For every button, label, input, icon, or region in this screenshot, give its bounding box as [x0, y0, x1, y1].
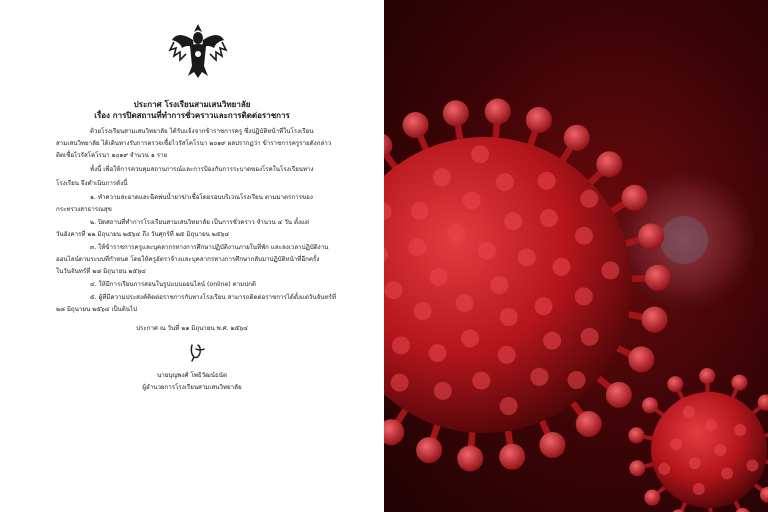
virus-spike-head [457, 445, 483, 471]
virus-surface-bump [414, 302, 432, 320]
virus-surface-bump [693, 483, 705, 495]
virus-spike-head [384, 133, 392, 159]
virus-surface-bump [530, 368, 548, 386]
virus-surface-bump [500, 308, 518, 326]
virus-surface-bump [518, 249, 536, 267]
virus-spike-head [485, 99, 511, 125]
virus-spike-head [499, 444, 525, 470]
virus-surface-bump [734, 424, 746, 436]
virus-surface-bump [385, 281, 403, 299]
virus-surface-bump [683, 406, 695, 418]
virus-surface-bump [391, 374, 409, 392]
virus-surface-bump [408, 238, 426, 256]
handwritten-signature [186, 341, 208, 363]
virus-surface-bump [498, 346, 516, 364]
body-line: ในวันจันทร์ที่ ๒๘ มิถุนายน ๒๕๖๔ [56, 268, 146, 275]
virus-surface-bump [721, 467, 733, 479]
virus-surface-bump [575, 227, 593, 245]
virus-surface-bump [428, 344, 446, 362]
virus-surface-bump [658, 463, 670, 475]
virus-surface-bump [447, 224, 465, 242]
coronavirus-illustration-icon [384, 0, 768, 512]
announcement-date: ประกาศ ณ วันที่ ๒๑ มิถุนายน พ.ศ. ๒๕๖๔ [136, 325, 248, 332]
virus-spike-head [622, 185, 648, 211]
body-line: กระทรวงสาธารณสุข [56, 206, 112, 213]
virus-surface-bump [580, 190, 598, 208]
virus-surface-bump [534, 297, 552, 315]
virus-surface-bump [455, 294, 473, 312]
virus-surface-bump [500, 397, 518, 415]
virus-surface-bump [490, 276, 508, 294]
virus-surface-bump [568, 371, 586, 389]
announcement-title: ประกาศ โรงเรียนสามเสนวิทยาลัย [133, 100, 251, 109]
virus-surface-bump [478, 242, 496, 260]
virus-spike-head [628, 346, 654, 372]
coronavirus-photo [384, 0, 768, 512]
body-line: ๑. ทำความสะอาดและฉีดพ่นน้ำยาฆ่าเชื้อโดยรอบบริเวณโรงเรียน ตามมาตรการของ [90, 194, 313, 201]
virus-surface-bump [575, 287, 593, 305]
virus-spike-head [526, 107, 552, 133]
virus-surface-bump [411, 202, 429, 220]
virus-surface-bump [433, 168, 451, 186]
body-line: ๒๘ มิถุนายน ๒๕๖๔ เป็นต้นไป [56, 306, 138, 313]
announcement-subject: เรื่อง การปิดสถานที่ทำการชั่วคราวและการติดต่อราชการ [94, 111, 290, 120]
virus-surface-bump [540, 209, 558, 227]
virus-spike-head [416, 437, 442, 463]
virus-surface-bump [714, 444, 726, 456]
virus-surface-bump [746, 459, 758, 471]
virus-spike-head [606, 382, 632, 408]
virus-spike-head [629, 460, 645, 476]
virus-surface-bump [538, 172, 556, 190]
virus-spike-head [628, 427, 644, 443]
virus-surface-bump [553, 258, 571, 276]
body-line: ด้วยโรงเรียนสามเสนวิทยาลัย ได้รับแจ้งจากข้าราชการครู ซึ่งปฏิบัติหน้าที่ในโรงเรียน [90, 128, 314, 135]
virus-spike-head [645, 265, 671, 291]
virus-surface-bump [434, 382, 452, 400]
virus-spike-head [699, 368, 715, 384]
virus-surface-bump [581, 328, 599, 346]
body-line: ทั้งนี้ เพื่อให้การควบคุมสถานการณ์และการป้องกันการระบาดของโรคในโรงเรียนทาง [90, 166, 314, 173]
virus-spike-head [731, 375, 747, 391]
virus-spike-head [443, 100, 469, 126]
body-line: วันอังคารที่ ๒๒ มิถุนายน ๒๕๖๔ ถึง วันศุกร์ที่ ๒๕ มิถุนายน ๒๕๖๔ [56, 231, 230, 238]
virus-spike-head [667, 376, 683, 392]
virus-surface-bump [504, 212, 522, 230]
virus-spike-head [644, 490, 660, 506]
virus-surface-bump [689, 457, 701, 469]
garuda-emblem-icon [168, 20, 228, 82]
signer-position: ผู้อำนวยการโรงเรียนสามเสนวิทยาลัย [142, 384, 242, 391]
virus-spike-head [576, 411, 602, 437]
body-line: ติดเชื้อไวรัสโคโรนา ๒๐๑๙ จำนวน ๑ ราย [56, 152, 168, 159]
virus-surface-bump [670, 438, 682, 450]
virus-surface-bump [463, 192, 481, 210]
virus-spike-head [403, 112, 429, 138]
body-line: สามเสนวิทยาลัย ได้เดินทางรับการตรวจเชื้อไวรัสโคโรนา ๒๐๑๙ ผลปรากฏว่า ข้าราชการครูรายดังกล่าว [56, 140, 332, 147]
body-line: ๕. ผู้ที่มีความประสงค์ติดต่อราชการกับทางโรงเรียน สามารถติดต่อราชการได้ตั้งแต่วันจันทร์ที่ [90, 294, 336, 301]
virus-surface-bump [461, 329, 479, 347]
virus-surface-bump [392, 336, 410, 354]
virus-surface-bump [496, 173, 514, 191]
body-line: ๔. ให้มีการเรียนการสอนในรูปแบบออนไลน์ (online) ตามปกติ [90, 281, 256, 288]
virus-surface-bump [705, 419, 717, 431]
virus-surface-bump [543, 332, 561, 350]
signer-name: นายบุญพงศ์ โพธิวัฒน์ธนัต [156, 372, 228, 379]
virus-surface-bump [472, 372, 490, 390]
virus-spike-head [642, 307, 668, 333]
virus-surface-bump [471, 145, 489, 163]
virus-spike-head [539, 432, 565, 458]
body-line: ๒. ปิดสถานที่ทำการโรงเรียนสามเสนวิทยาลัย เป็นการชั่วคราว จำนวน ๔ วัน ตั้งแต่ [90, 219, 310, 226]
virus-spike-head [596, 151, 622, 177]
body-line: ๓. ให้ข้าราชการครูและบุคลากรทางการศึกษาปฏิบัติงานภายในที่พัก และลงเวลาปฏิบัติงาน [90, 244, 329, 251]
body-line: ออนไลน์ตามระบบที่กำหนด โดยให้ครูอัตราจ้างและบุคลากรทางการศึกษากลับมาปฏิบัติหน้าที่อีกครั้ง [56, 256, 320, 263]
virus-spike-head [384, 419, 404, 445]
virus-spike-head [642, 397, 658, 413]
virus-surface-bump [601, 261, 619, 279]
body-line: โรงเรียน จึงดำเนินการดังนี้ [56, 180, 128, 187]
virus-spike-head [638, 223, 664, 249]
virus-surface-bump [430, 268, 448, 286]
virus-spike-head [564, 125, 590, 151]
